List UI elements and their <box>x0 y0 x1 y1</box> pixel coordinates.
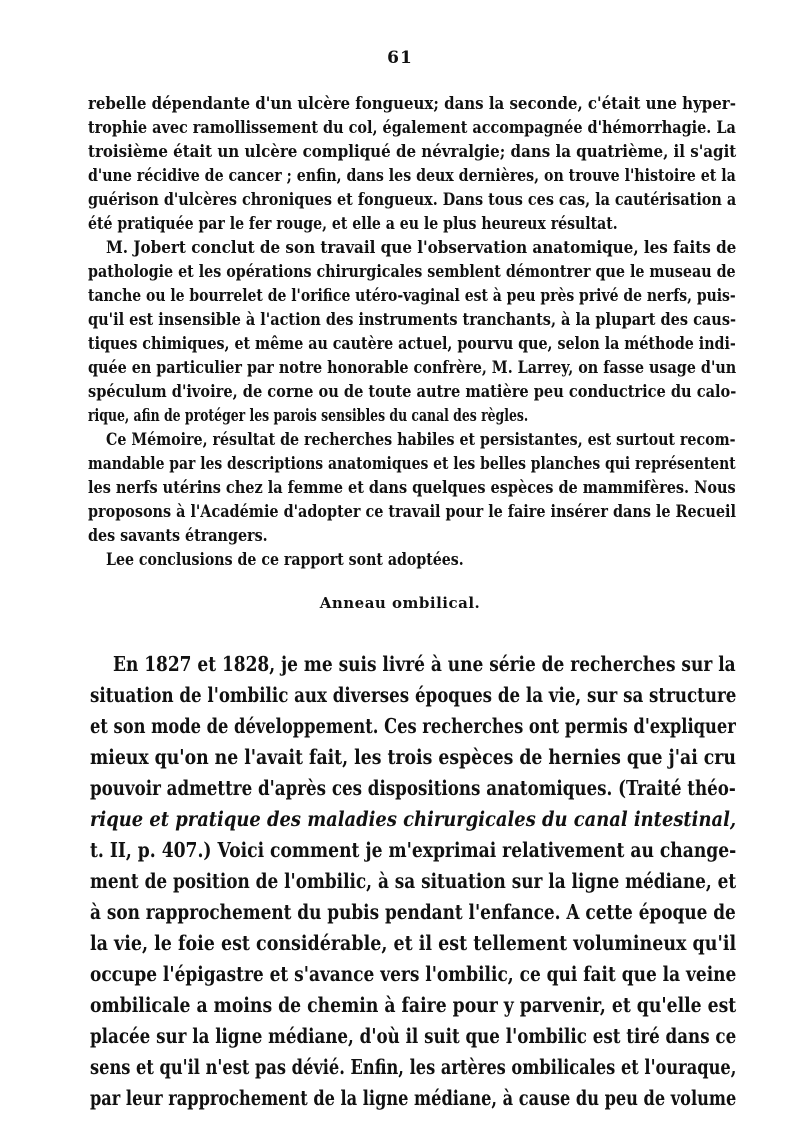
text-line: qu'il est insensible à l'action des instruments tranchants, à la plupart des caus- <box>88 310 736 330</box>
text-line: la vie, le foie est considérable, et il est tellement volumineux qu'il <box>90 931 737 955</box>
page-number: 61 <box>387 48 413 68</box>
text-line: mieux qu'on ne l'avait fait, les trois espèces de hernies que j'ai cru <box>90 745 736 769</box>
text-line: rique, afin de protéger les parois sensibles du canal des règles. <box>88 406 529 426</box>
text-line: rique et pratique des maladies chirurgicales du canal intestinal, <box>90 807 737 831</box>
text-line: tanche ou le bourrelet de l'orifice utéro-vaginal est à peu près privé de nerfs, puis- <box>88 286 736 306</box>
text-line: rebelle dépendante d'un ulcère fongueux; dans la seconde, c'était une hyper- <box>88 94 736 114</box>
text-line: Lee conclusions de ce rapport sont adoptées. <box>106 550 464 570</box>
text-line: M. Jobert conclut de son travail que l'observation anatomique, les faits de <box>106 238 737 258</box>
text-line: spéculum d'ivoire, de corne ou de toute autre matière peu conductrice du calo- <box>88 382 737 402</box>
text-line: sens et qu'il n'est pas dévié. Enfin, les artères ombilicales et l'ouraque, <box>90 1055 737 1079</box>
text-line: situation de l'ombilic aux diverses époques de la vie, sur sa structure <box>90 683 737 707</box>
text-line: troisième était un ulcère compliqué de névralgie; dans la quatrième, il s'agit <box>88 142 737 162</box>
text-line: En 1827 et 1828, je me suis livré à une série de recherches sur la <box>113 652 736 676</box>
text-line: été pratiquée par le fer rouge, et elle a eu le plus heureux résultat. <box>88 214 618 234</box>
text-line: occupe l'épigastre et s'avance vers l'ombilic, ce qui fait que la veine <box>90 962 737 986</box>
text-line: mandable par les descriptions anatomiques et les belles planches qui représentent <box>88 454 736 474</box>
text-line: des savants étrangers. <box>88 526 268 546</box>
text-line: par leur rapprochement de la ligne médiane, à cause du peu de volume <box>90 1086 737 1110</box>
text-line: pathologie et les opérations chirurgicales semblent démontrer que le museau de <box>88 262 736 282</box>
text-line: ombilicale a moins de chemin à faire pour y parvenir, et qu'elle est <box>90 993 737 1017</box>
text-line: d'une récidive de cancer ; enfin, dans les deux dernières, on trouve l'histoire et la <box>88 166 736 186</box>
text-line: tiques chimiques, et même au cautère actuel, pourvu que, selon la méthode indi- <box>88 334 736 354</box>
section-title: Anneau ombilical. <box>319 594 481 612</box>
text-line: et son mode de développement. Ces recherches ont permis d'expliquer <box>90 714 736 738</box>
text-line: pouvoir admettre d'après ces dispositions anatomiques. (Traité théo- <box>90 776 736 800</box>
text-line: ment de position de l'ombilic, à sa situation sur la ligne médiane, et <box>90 869 737 893</box>
text-line: les nerfs utérins chez la femme et dans quelques espèces de mammifères. Nous <box>88 478 736 498</box>
text-line: proposons à l'Académie d'adopter ce travail pour le faire insérer dans le Recueil <box>88 502 736 522</box>
text-line: guérison d'ulcères chroniques et fongueux. Dans tous ces cas, la cautérisation a <box>88 190 737 210</box>
text-line: quée en particulier par notre honorable confrère, M. Larrey, on fasse usage d'un <box>88 358 737 378</box>
text-line: trophie avec ramollissement du col, également accompagnée d'hémorrhagie. La <box>88 118 736 138</box>
text-line: t. II, p. 407.) Voici comment je m'exprimai relativement au change- <box>90 838 737 862</box>
text-line: Ce Mémoire, résultat de recherches habiles et persistantes, est surtout recom- <box>106 430 736 450</box>
text-line: placée sur la ligne médiane, d'où il suit que l'ombilic est tiré dans ce <box>90 1024 737 1048</box>
text-line: à son rapprochement du pubis pendant l'enfance. A cette époque de <box>90 900 736 924</box>
